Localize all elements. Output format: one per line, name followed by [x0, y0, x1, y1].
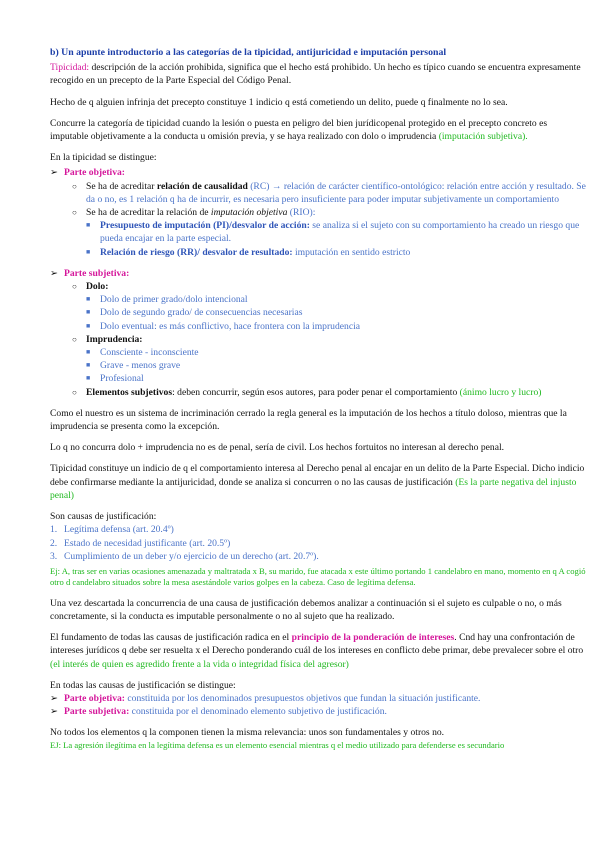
- square-bullet-icon: ■: [86, 374, 91, 383]
- causa-item: 1. Legítima defensa (art. 20.4º): [50, 524, 174, 536]
- example-agresion: EJ: La agresión ilegítima en la legítima defensa es un elemento esencial mientras q el medio utilizado para defenderse es secundario: [50, 739, 505, 750]
- causas-title: Son causas de justificación:: [50, 511, 157, 523]
- rc-pre: Se ha de acreditar: [86, 180, 157, 192]
- hollow-circle-bullet-icon: ○: [72, 282, 77, 292]
- arrow-bullet-icon: ➢: [50, 692, 59, 704]
- concurre-note: (imputación subjetiva).: [438, 131, 528, 143]
- square-bullet-icon: ■: [86, 295, 91, 304]
- todas-objetiva-item: ➢ Parte objetiva: constituida por los denominados presupuestos objetivos que fundan la situación justificante.: [50, 692, 481, 704]
- pi-bold: Presupuesto de imputación (PI)/desvalor de acción:: [100, 220, 310, 232]
- hollow-circle-bullet-icon: ○: [72, 208, 77, 218]
- fundamento-note: (el interés de quien es agredido frente a la vida o integridad física del agresor): [50, 658, 349, 670]
- arrow-bullet-icon: ➢: [50, 267, 59, 279]
- paragraph-fundamento: [50, 631, 586, 671]
- parte-objetiva-item: [50, 166, 586, 179]
- pi-text: se analiza si el sujeto con su comportamiento ha creado un riesgo que pueda encajar en la parte especial.: [100, 220, 580, 245]
- causa-item: 3. Cumplimiento de un deber y/o ejercicio de un derecho (art. 20.7º).: [50, 550, 319, 562]
- fundamento-mid: . Cnd hay una confrontación de intereses jurídicos q debe ser resuelta x el Derecho ponderando cuál de los intereses en conflicto debe primar, debe prevalecer sobre el otro: [50, 632, 584, 657]
- distingue-intro: En la tipicidad se distingue:: [50, 152, 157, 164]
- imprudencia-subitem: ■ Consciente - inconsciente: [86, 347, 199, 359]
- rio-italic: imputación objetiva: [210, 207, 288, 219]
- square-bullet-icon: ■: [86, 321, 91, 330]
- arrow-bullet-icon: ➢: [50, 167, 59, 179]
- elementos-text: : deben concurrir, según esos autores, para poder penar el comportamiento: [172, 386, 460, 398]
- rr-text: imputación en sentido estricto: [292, 246, 411, 258]
- antijuricidad-text: Tipicidad constituye un indicio de q el comportamiento interesa al Derecho penal al encajar en un delito de la Parte Especial. Dicho indicio debe confirmarse mediante la antijuricidad, donde se analiza si concurren o no las causas de justificación: [50, 463, 585, 488]
- rr-bold: Relación de riesgo (RR)/ desvalor de resultado:: [100, 246, 293, 258]
- parte-subjetiva-label: Parte subjetiva:: [64, 267, 130, 279]
- dolo-item: [50, 280, 586, 293]
- hollow-circle-bullet-icon: ○: [72, 334, 77, 344]
- paragraph-culpabilidad: Una vez descartada la concurrencia de una causa de justificación debemos analizar a continuación si el sujeto es culpable o no, o más concretamente, si la conducta es imputable personalmente o no al sujeto que ha realizado.: [50, 597, 562, 622]
- fundamento-pre: El fundamento de todas las causas de justificación radica en el: [50, 632, 292, 644]
- hollow-circle-bullet-icon: ○: [72, 181, 77, 191]
- dolo-subitem: ■ Dolo de primer grado/dolo intencional: [86, 294, 248, 306]
- todas-subjetiva-item: ➢ Parte subjetiva: constituida por el denominado elemento subjetivo de justificación.: [50, 706, 387, 718]
- square-bullet-icon: ■: [86, 221, 91, 230]
- rc-abbr: (RC) →: [247, 180, 284, 192]
- imprudencia-subitem: ■ Grave - menos grave: [86, 360, 181, 372]
- antijuricidad-note: (Es la parte negativa del injusto penal): [50, 476, 577, 501]
- dolo-label: Dolo:: [86, 281, 109, 293]
- tipicidad-outline: [50, 151, 586, 399]
- todas-title: En todas las causas de justificación se distingue:: [50, 679, 236, 691]
- rc-bold: relación de causalidad: [156, 180, 248, 192]
- arrow-bullet-icon: ➢: [50, 706, 59, 718]
- imprudencia-item: [50, 333, 586, 346]
- elementos-note: (ánimo lucro y lucro): [459, 386, 542, 398]
- parte-subjetiva-item: [50, 267, 586, 280]
- section-heading: b) Un apunte introductorio a las categorías de la tipicidad, antijuricidad e imputación personal: [50, 47, 447, 58]
- pi-item: [50, 219, 586, 245]
- todas-causas-list: [50, 679, 586, 719]
- fundamento-bold: principio de la ponderación de intereses: [291, 632, 455, 644]
- imprudencia-subitem: ■ Profesional: [86, 373, 144, 385]
- concurre-text: Concurre la categoría de tipicidad cuando la lesión o puesta en peligro del bien jurídicopenal protegido en el precepto concreto es imputable objetivamente a la conducta u omisión previa, y se haya realizado con dolo o imprudencia: [50, 117, 548, 143]
- hollow-circle-bullet-icon: ○: [72, 387, 77, 397]
- rc-item: [50, 180, 586, 206]
- paragraph-indicio: Hecho de q alguien infrinja det precepto constituye 1 indicio q está cometiendo un delito, puede q finalmente no lo sea.: [50, 96, 508, 108]
- paragraph-dolo-imprudencia: Lo q no concurra dolo + imprudencia no es de penal, sería de civil. Los hechos fortuitos no interesan al derecho penal.: [50, 442, 505, 454]
- dolo-subitem: ■ Dolo eventual: es más conflictivo, hace frontera con la imprudencia: [86, 320, 360, 332]
- paragraph-sistema: Como el nuestro es un sistema de incriminación cerrado la regla general es la imputación de los hechos a título doloso, mientras que la imprudencia se presenta como la excepción.: [50, 407, 567, 433]
- parte-objetiva-label: Parte objetiva:: [64, 167, 126, 179]
- rc-note: relación de carácter científico-ontológico: relación entre acción y resultado. Se da o no, es 1 relación q ha de incurrir, es necesaria pero insuficiente para poder imputar subjetivamente un comportamiento: [86, 180, 586, 205]
- tipicidad-text: descripción de la acción prohibida, significa que el hecho está prohibido. Un hecho es típico cuando se encuentra expresamente recogido en un precepto de la Parte Especial del Código Penal.: [50, 62, 581, 87]
- rio-abbr: (RIO):: [287, 207, 316, 219]
- square-bullet-icon: ■: [86, 348, 91, 357]
- square-bullet-icon: ■: [86, 308, 91, 317]
- imprudencia-label: Imprudencia:: [86, 333, 143, 345]
- elementos-bold: Elementos subjetivos: [86, 386, 173, 398]
- square-bullet-icon: ■: [86, 247, 91, 256]
- example-legitima-defensa: Ej: A, tras ser en varias ocasiones amenazada y maltratada x B, su marido, fue atacada x este último portando 1 candelabro en mano, momento en q A cogió otro d candelabro situados sobre la mesa asestándole varios golpes en la cabeza. Caso de legítima defensa.: [50, 565, 586, 588]
- paragraph-tipicidad: [50, 61, 586, 87]
- dolo-subitem: ■ Dolo de segundo grado/ de consecuencias necesarias: [86, 307, 303, 319]
- paragraph-relevancia: No todos los elementos q la componen tienen la misma relevancia: unos son fundamentales y otros no.: [50, 727, 445, 739]
- rio-pre: Se ha de acreditar la relación de: [86, 207, 211, 219]
- causa-item: 2. Estado de necesidad justificante (art. 20.5º): [50, 537, 231, 549]
- square-bullet-icon: ■: [86, 361, 91, 370]
- rio-item: [50, 206, 586, 219]
- causas-list: [50, 510, 586, 589]
- paragraph-indicio-antijuricidad: [50, 462, 586, 502]
- tipicidad-term: Tipicidad:: [50, 62, 90, 74]
- elementos-subjetivos-item: [50, 386, 586, 399]
- paragraph-concurre: [50, 117, 586, 143]
- rr-item: [50, 246, 586, 259]
